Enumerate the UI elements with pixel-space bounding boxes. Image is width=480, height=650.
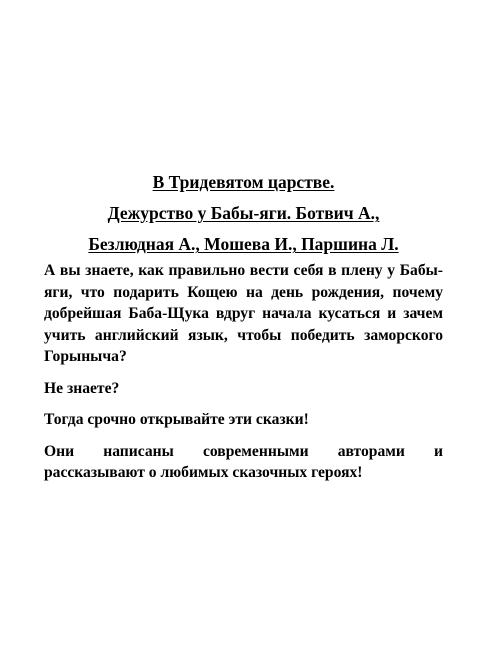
title-block (44, 167, 443, 260)
body-text (44, 260, 443, 484)
title-line-2: Дежурство у Бабы-яги. Ботвич А., (107, 203, 380, 223)
title-line-1: В Тридевятом царстве. (152, 172, 335, 192)
paragraph-call-to-action: Тогда срочно открывайте эти сказки! (44, 411, 309, 428)
document-page (44, 167, 443, 494)
paragraph-intro: А вы знаете, как правильно вести себя в плену у Бабы-яги, что подарить Кощею на день рождения, почему добрейшая Баба-Щука вдруг начала кусаться и зачем учить английский язык, чтобы победить заморского Горыныча? (44, 262, 443, 365)
title-line-3: Безлюдная А., Мошева И., Паршина Л. (88, 234, 399, 254)
paragraph-question: Не знаете? (44, 379, 120, 397)
paragraph-authors: Они написаны современными авторами и рассказывают о любимых сказочных героях! (44, 442, 443, 481)
